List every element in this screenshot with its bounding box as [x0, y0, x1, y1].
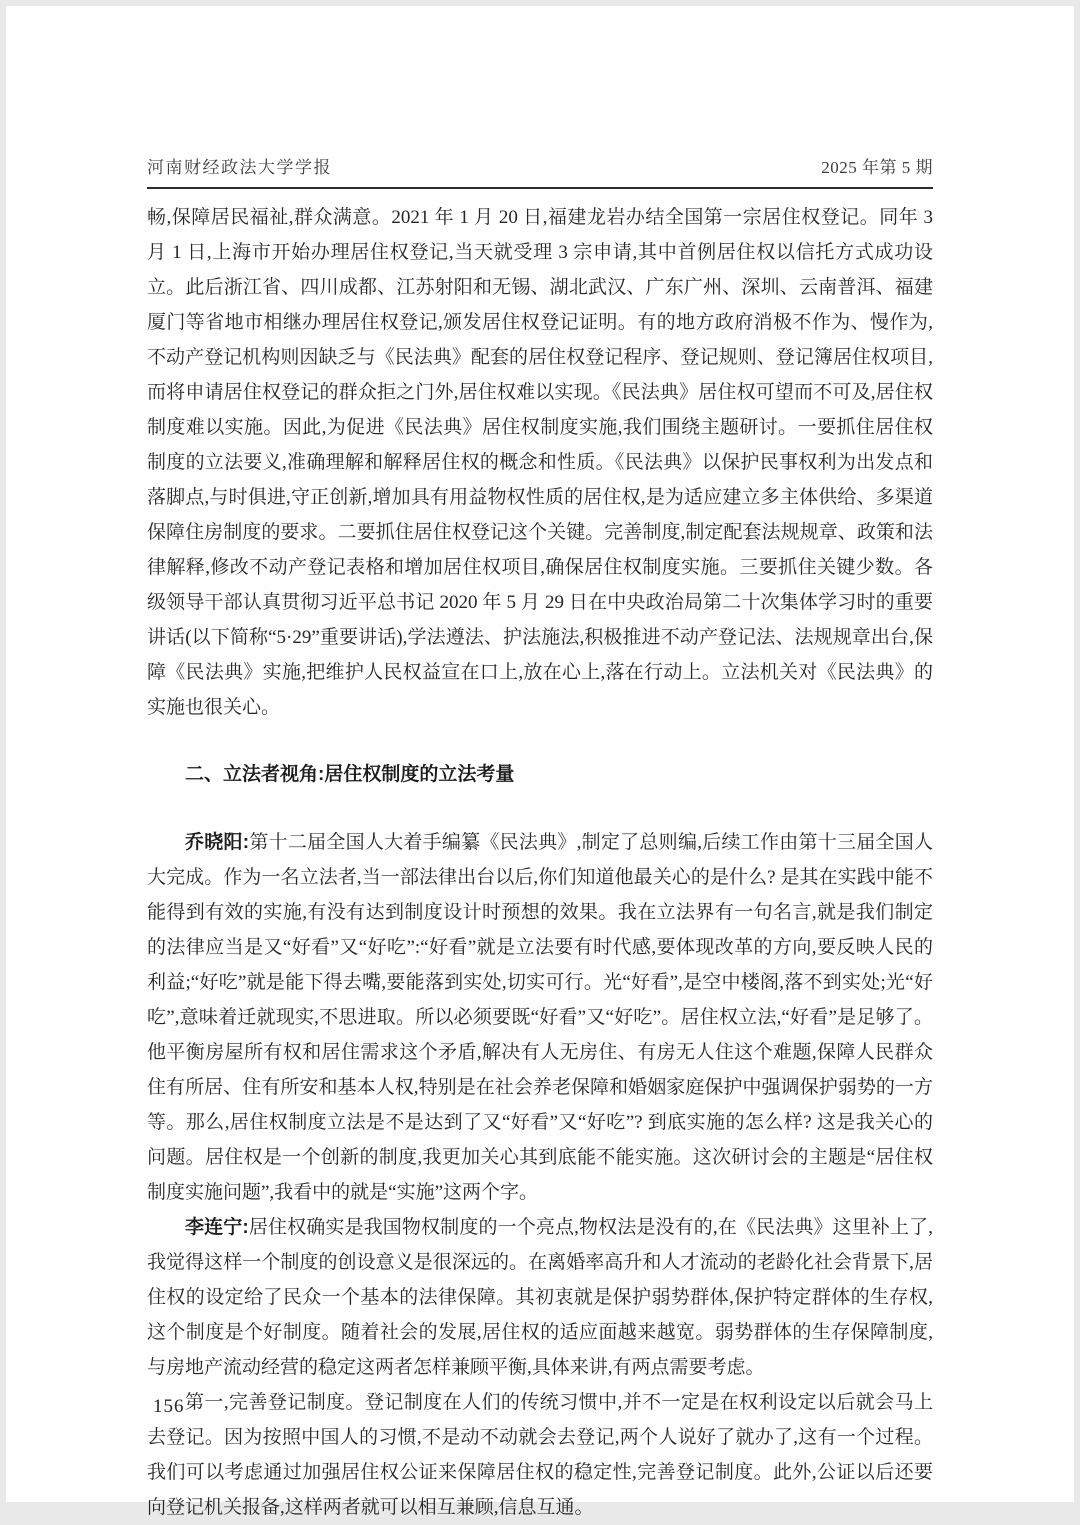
- speech-text-li-lianning: 居住权确实是我国物权制度的一个亮点,物权法是没有的,在《民法典》这里补上了,我觉得这样一个制度的创设意义是很深远的。在离婚率高升和人才流动的老龄化社会背景下,居住权的设定给了民众一个基本的法律保障。其初衷就是保护弱势群体,保护特定群体的生存权,这个制度是个好制度。随着社会的发展,居住权的适应面越来越宽。弱势群体的生存保障制度,与房地产流动经营的稳定这两者怎样兼顾平衡,具体来讲,有两点需要考虑。: [147, 1217, 933, 1378]
- paragraph-li-lianning: [147, 1210, 933, 1385]
- paragraph-continuation: 畅,保障居民福祉,群众满意。2021 年 1 月 20 日,福建龙岩办结全国第一宗居住权登记。同年 3 月 1 日,上海市开始办理居住权登记,当天就受理 3 宗申请,其中首例居住权以信托方式成功设立。此后浙江省、四川成都、江苏射阳和无锡、湖北武汉、广东广州、深圳、云南普洱、福建厦门等省地市相继办理居住权登记,颁发居住权登记证明。有的地方政府消极不作为、慢作为,不动产登记机构则因缺乏与《民法典》配套的居住权登记程序、登记规则、登记簿居住权项目,而将申请居住权登记的群众拒之门外,居住权难以实现。《民法典》居住权可望而不可及,居住权制度难以实施。因此,为促进《民法典》居住权制度实施,我们围绕主题研讨。一要抓住居住权制度的立法要义,准确理解和解释居住权的概念和性质。《民法典》以保护民事权利为出发点和落脚点,与时俱进,守正创新,增加具有用益物权性质的居住权,是为适应建立多主体供给、多渠道保障住房制度的要求。二要抓住居住权登记这个关键。完善制度,制定配套法规规章、政策和法律解释,修改不动产登记表格和增加居住权项目,确保居住权制度实施。三要抓住关键少数。各级领导干部认真贯彻习近平总书记 2020 年 5 月 29 日在中央政治局第二十次集体学习时的重要讲话(以下简称“5·29”重要讲话),学法遵法、护法施法,积极推进不动产登记法、法规规章出台,保障《民法典》实施,把维护人民权益宣在口上,放在心上,落在行动上。立法机关对《民法典》的实施也很关心。: [147, 207, 933, 718]
- header-rule: [147, 187, 933, 189]
- section-heading: 二、立法者视角:居住权制度的立法考量: [185, 764, 515, 785]
- issue-label: 2025 年第 5 期: [821, 158, 933, 177]
- paragraph-point-one: 第一,完善登记制度。登记制度在人们的传统习惯中,并不一定是在权利设定以后就会马上去登记。因为按照中国人的习惯,不是动不动就会去登记,两个人说好了就办了,这有一个过程。我们可以考虑通过加强居住权公证来保障居住权的稳定性,完善登记制度。此外,公证以后还要向登记机关报备,这样两者就可以相互兼顾,信息互通。: [147, 1392, 933, 1518]
- article-body: [147, 200, 933, 1525]
- page-number: 156: [153, 1396, 185, 1417]
- paragraph-qiao-xiaoyang: [147, 825, 933, 1210]
- speech-text-qiao-xiaoyang: 第十二届全国人大着手编纂《民法典》,制定了总则编,后续工作由第十三届全国人大完成。作为一名立法者,当一部法律出台以后,你们知道他最关心的是什么? 是其在实践中能不能得到有效的实施,有没有达到制度设计时预想的效果。我在立法界有一句名言,就是我们制定的法律应当是又“好看”又“好吃”:“好看”就是立法要有时代感,要体现改革的方向,要反映人民的利益;“好吃”就是能下得去嘴,要能落到实处,切实可行。光“好看”,是空中楼阁,落不到实处;光“好吃”,意味着迁就现实,不思进取。所以必须要既“好看”又“好吃”。居住权立法,“好看”是足够了。他平衡房屋所有权和居住需求这个矛盾,解决有人无房住、有房无人住这个难题,保障人民群众住有所居、住有所安和基本人权,特别是在社会养老保障和婚姻家庭保护中强调保护弱势的一方等。那么,居住权制度立法是不是达到了又“好看”又“好吃”? 到底实施的怎么样? 这是我关心的问题。居住权是一个创新的制度,我更加关心其到底能不能实施。这次研讨会的主题是“居住权制度实施问题”,我看中的就是“实施”这两个字。: [147, 832, 933, 1203]
- speaker-name-qiao-xiaoyang: 乔晓阳:: [185, 832, 250, 853]
- speaker-name-li-lianning: 李连宁:: [185, 1217, 249, 1238]
- journal-page: [6, 6, 1074, 1518]
- page-header: [147, 153, 933, 178]
- journal-title: 河南财经政法大学学报: [147, 158, 332, 177]
